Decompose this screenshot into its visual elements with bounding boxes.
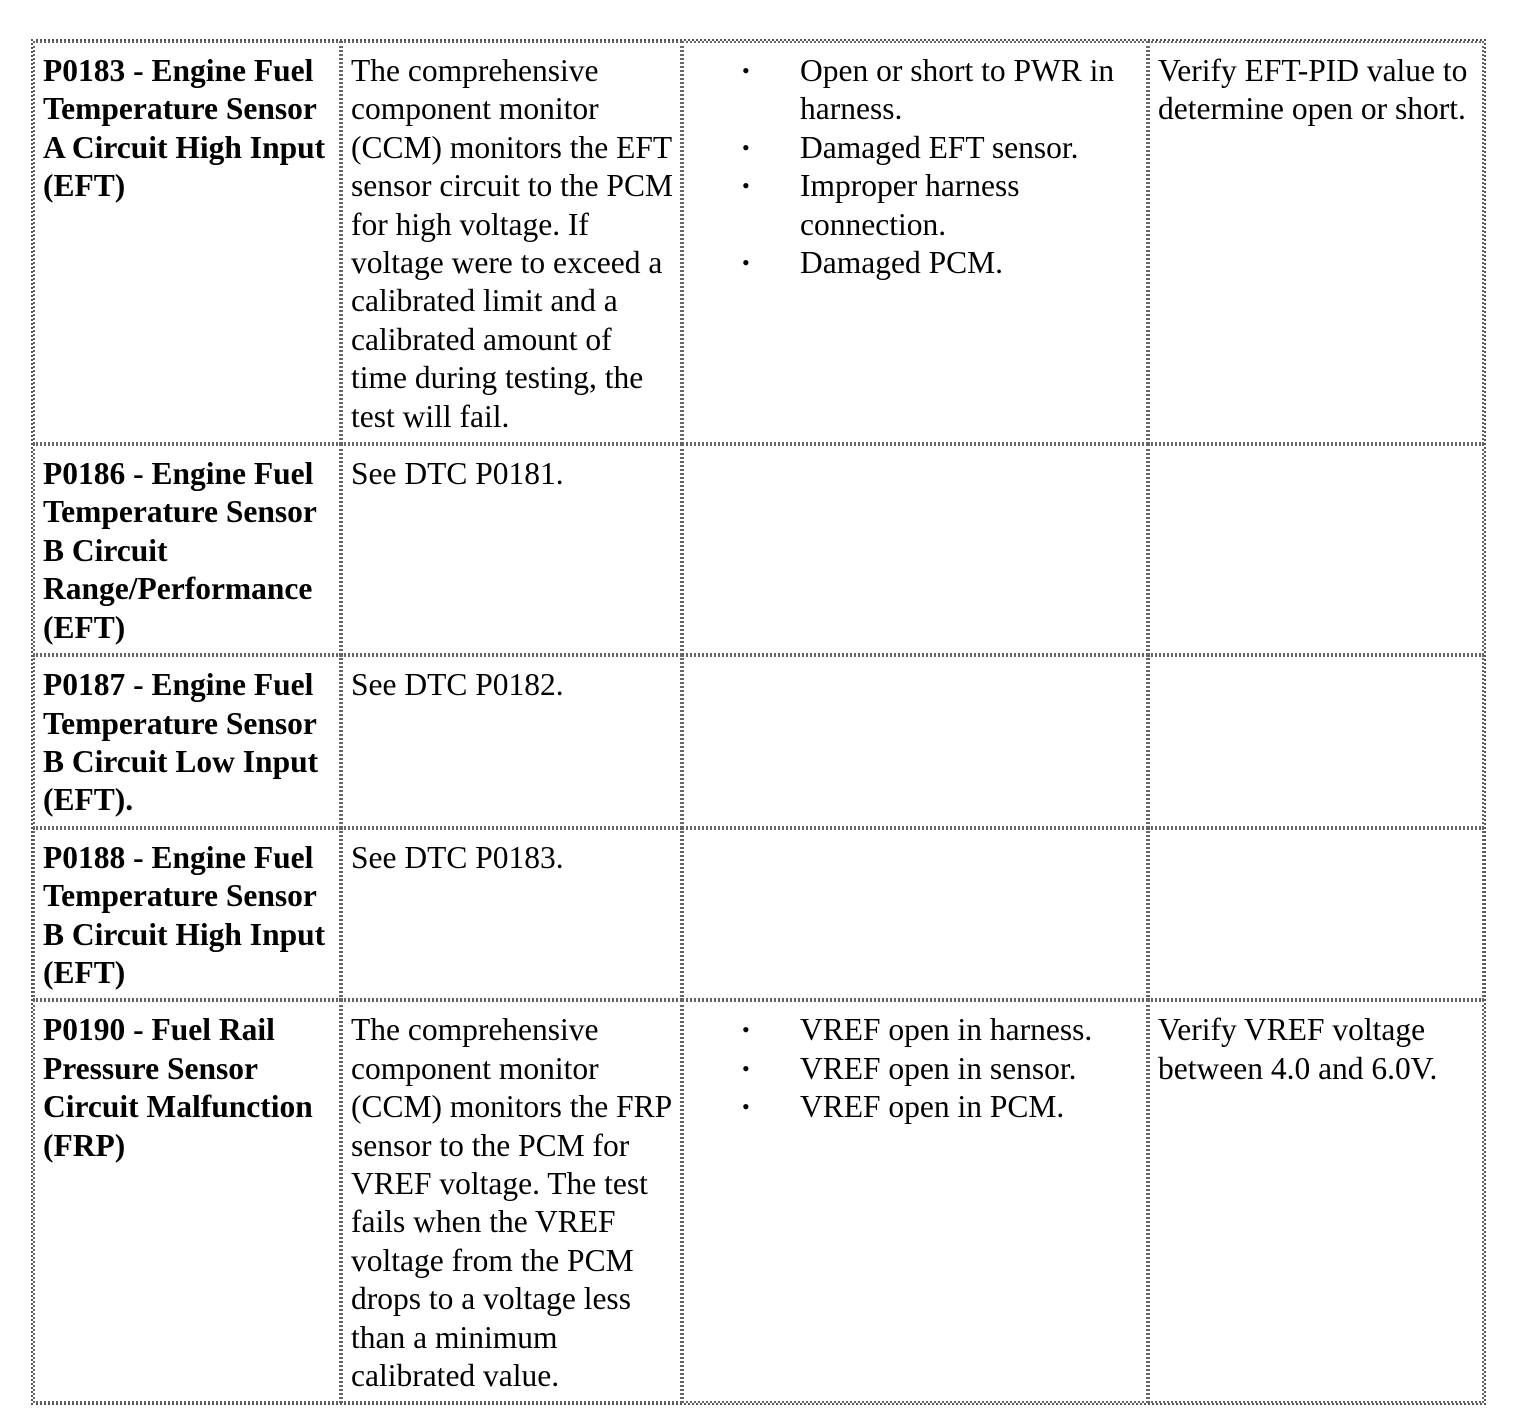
possible-causes-list xyxy=(692,52,1139,282)
possible-causes-cell xyxy=(682,41,1148,444)
list-item xyxy=(742,1050,1139,1088)
diagnostic-action-cell: Verify VREF voltage between 4.0 and 6.0V. xyxy=(1148,1000,1484,1403)
diagnostic-action-cell: Verify EFT-PID value to determine open or short. xyxy=(1148,41,1484,444)
cause-text: VREF open in sensor. xyxy=(800,1050,1077,1086)
description-cell: See DTC P0183. xyxy=(341,828,682,1001)
bullet-icon: • xyxy=(742,58,750,83)
dtc-code-cell: P0188 - Engine Fuel Temperature Sensor B Circuit High Input (EFT) xyxy=(33,828,341,1001)
list-item xyxy=(742,129,1139,167)
possible-causes-cell xyxy=(682,655,1148,828)
cause-text: VREF open in PCM. xyxy=(800,1089,1065,1125)
bullet-icon: • xyxy=(742,1055,750,1081)
diagnostic-action-cell xyxy=(1148,444,1484,655)
list-item xyxy=(742,1011,1139,1049)
dtc-table xyxy=(31,39,1486,1405)
list-item xyxy=(742,167,1139,244)
table-row xyxy=(33,828,1484,1001)
diagnostic-action-cell xyxy=(1148,828,1484,1001)
cause-text: Improper harness connection. xyxy=(800,168,1020,242)
possible-causes-cell xyxy=(682,444,1148,655)
table-row xyxy=(33,41,1484,444)
description-cell: The comprehensive component monitor (CCM) monitors the EFT sensor circuit to the PCM for high voltage. If voltage were to exceed a calibrated limit and a calibrated amount of time during testing, the test will fail. xyxy=(341,41,682,444)
bullet-icon: • xyxy=(742,250,750,276)
bullet-icon: • xyxy=(742,1094,750,1120)
cause-text: Damaged PCM. xyxy=(800,245,1003,281)
cause-text: Open or short to PWR in harness. xyxy=(800,53,1115,127)
possible-causes-cell xyxy=(682,1000,1148,1403)
dtc-code-cell: P0187 - Engine Fuel Temperature Sensor B Circuit Low Input (EFT). xyxy=(33,655,341,828)
table-row xyxy=(33,444,1484,655)
list-item xyxy=(742,1088,1139,1126)
dtc-code-cell: P0190 - Fuel Rail Pressure Sensor Circuit Malfunction (FRP) xyxy=(33,1000,341,1403)
bullet-icon: • xyxy=(742,173,750,199)
list-item xyxy=(742,52,1139,129)
list-item xyxy=(742,244,1139,282)
description-cell: See DTC P0182. xyxy=(341,655,682,828)
possible-causes-list xyxy=(692,1011,1139,1126)
diagnostic-action-cell xyxy=(1148,655,1484,828)
bullet-icon: • xyxy=(742,134,750,160)
table-row xyxy=(33,655,1484,828)
description-cell: See DTC P0181. xyxy=(341,444,682,655)
bullet-icon: • xyxy=(742,1017,750,1043)
possible-causes-cell xyxy=(682,828,1148,1001)
dtc-code-cell: P0186 - Engine Fuel Temperature Sensor B Circuit Range/Performance (EFT) xyxy=(33,444,341,655)
description-cell: The comprehensive component monitor (CCM) monitors the FRP sensor to the PCM for VREF voltage. The test fails when the VREF voltage from the PCM drops to a voltage less than a minimum calibrated value. xyxy=(341,1000,682,1403)
cause-text: VREF open in harness. xyxy=(800,1012,1093,1048)
cause-text: Damaged EFT sensor. xyxy=(800,129,1079,165)
table-row xyxy=(33,1000,1484,1403)
dtc-code-cell: P0183 - Engine Fuel Temperature Sensor A Circuit High Input (EFT) xyxy=(33,41,341,444)
